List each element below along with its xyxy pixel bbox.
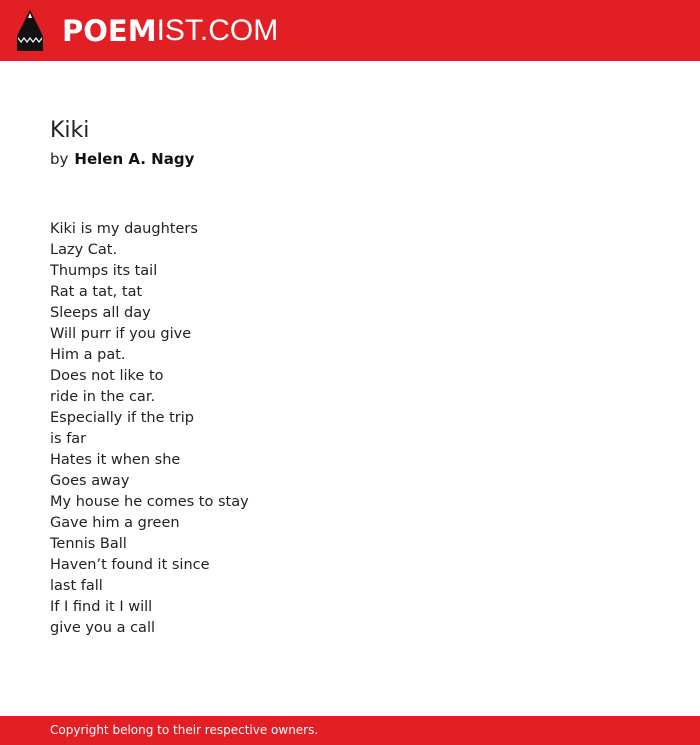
poem-line: last fall — [50, 578, 103, 594]
poem-line: ride in the car. — [50, 389, 156, 405]
poem-line: Tennis Ball — [50, 536, 127, 552]
poem-title: Kiki — [50, 118, 90, 143]
poem-line: Hates it when she — [50, 452, 181, 468]
poem-line: Thumps its tail — [50, 263, 158, 279]
logo-text-light: IST.COM — [156, 14, 279, 47]
poem-line: Sleeps all day — [50, 305, 151, 321]
logo-text-bold: POEM — [62, 14, 157, 48]
site-footer — [0, 716, 700, 745]
poem-line: Lazy Cat. — [50, 242, 118, 258]
site-header — [0, 0, 700, 61]
byline — [50, 149, 194, 169]
poem-line: Especially if the trip — [50, 410, 195, 426]
author-link[interactable]: Helen A. Nagy — [74, 150, 195, 168]
poem-line: Rat a tat, tat — [50, 284, 143, 300]
pencil-tip-icon — [17, 10, 43, 51]
poem-line: If I find it I will — [50, 599, 153, 615]
poem-line: Goes away — [50, 473, 130, 489]
poem-line: give you a call — [50, 620, 156, 636]
poem-line: Haven’t found it since — [50, 557, 210, 573]
poem-line: is far — [50, 431, 87, 447]
poem-line: My house he comes to stay — [50, 494, 249, 510]
poem-line: Will purr if you give — [50, 326, 192, 342]
poem-line: Does not like to — [50, 368, 164, 384]
by-label: by — [50, 150, 69, 168]
copyright-notice: Copyright belong to their respective owners. — [50, 723, 319, 737]
poem-body — [50, 219, 249, 639]
site-logo-text — [62, 13, 278, 49]
poem-line: Gave him a green — [50, 515, 180, 531]
poem-line: Kiki is my daughters — [50, 221, 198, 237]
poem-line: Him a pat. — [50, 347, 126, 363]
